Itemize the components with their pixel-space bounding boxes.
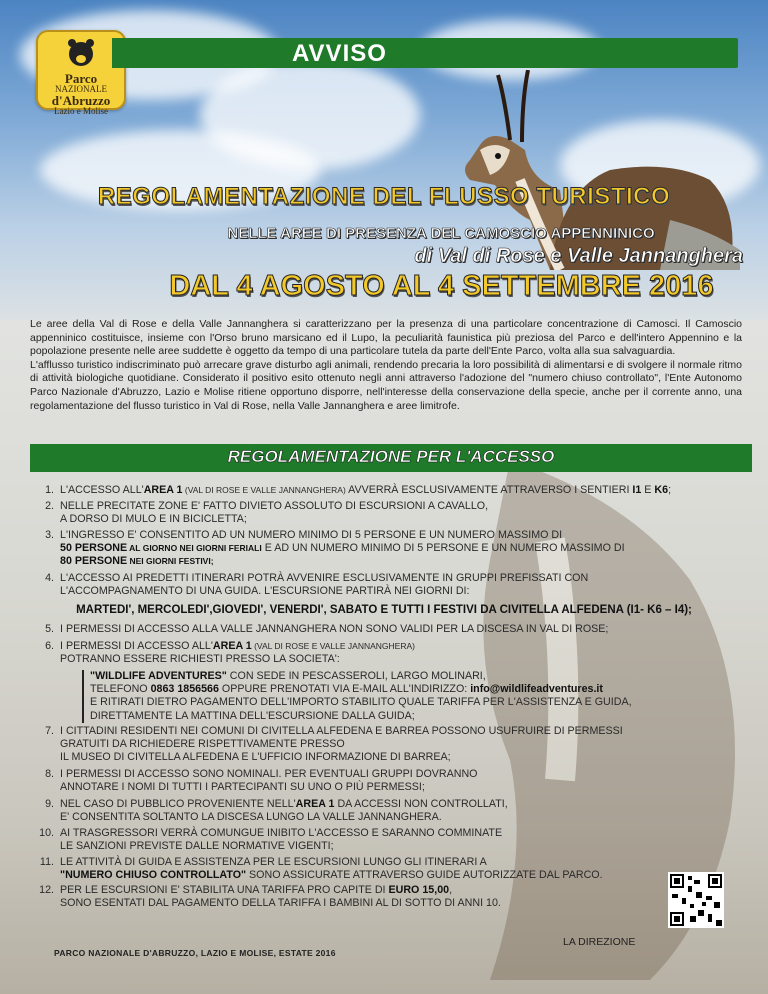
company-name: "WILDLIFE ADVENTURES" — [90, 670, 227, 682]
rule-bold: AL GIORNO NEI GIORNI FERIALI — [127, 543, 262, 554]
qr-code[interactable] — [668, 872, 724, 928]
rule-bold: EURO 15,00 — [388, 884, 450, 896]
rule-text: PER LE ESCURSIONI E' STABILITA UNA TARIFFA PRO CAPITE DI — [60, 884, 389, 896]
rule-number: 11. — [39, 856, 54, 868]
rule-bold: AREA 1 — [295, 798, 335, 810]
rule-9 — [45, 798, 720, 824]
logo-line2: NAZIONALE — [55, 84, 107, 94]
rule-text: CON SEDE IN PESCASSEROLI, LARGO MOLINARI, — [226, 670, 486, 682]
signature: LA DIREZIONE — [563, 936, 636, 948]
rule-11 — [39, 856, 720, 882]
rule-number: 7. — [45, 725, 54, 737]
avviso-banner — [112, 38, 738, 68]
rule-text: TELEFONO — [90, 683, 151, 696]
intro-paragraph-2: L'afflusso turistico indiscriminato può arrecare grave disturbo agli animali, rendendo precaria la loro possibilità di alimentarsi e di svolgere il normale ritmo di attività biologiche quotidiane. Considerato il positivo esito ottenuto negli anni attraverso l'adozione del "numero chiuso controllato", l'Ente Autonomo Parco Nazionale d'Abruzzo, Lazio e Molise ritiene opportuno disporre, nell'interesse della conservazione della specie, anche per il corrente anno, una regolamentazione del flusso turistico in Val di Rose, nella Valle Jannanghera e aree limitrofe. — [30, 358, 742, 412]
rule-text: POTRANNO ESSERE RICHIESTI PRESSO LA SOCIETA': — [60, 653, 340, 666]
rule-number: 2. — [45, 500, 54, 512]
main-title: REGOLAMENTAZIONE DEL FLUSSO TURISTICO — [97, 183, 671, 210]
email-link[interactable]: info@wildlifeadventures.it — [470, 683, 603, 696]
rule-1 — [45, 484, 720, 497]
footer-credit: PARCO NAZIONALE D'ABRUZZO, LAZIO E MOLISE, ESTATE 2016 — [54, 948, 336, 958]
intro-paragraph-1: Le aree della Val di Rose e della Valle Jannanghera si caratterizzano per la presenza di una particolare concentrazione di Camosci. Il Camoscio appenninico costituisce, insieme con l'Orso bruno marsicano ed il Lupo, la peculiarità faunistica più preziosa del Parco e dell'intero Appennino e la popolazione presente nelle aree suddette è oggetto da tempo di una particolare tutela da parte dell'Ente Parco, volta alla sua salvaguardia. — [30, 318, 742, 358]
rule-number: 5. — [45, 623, 54, 635]
rule-text: E — [641, 484, 655, 496]
intro-text — [30, 318, 742, 413]
dates-title: DAL 4 AGOSTO AL 4 SETTEMBRE 2016 — [169, 270, 714, 302]
rule-bold: NEI GIORNI FESTIVI; — [127, 556, 214, 567]
rule-text: DA ACCESSI NON CONTROLLATI, — [334, 798, 508, 810]
rule-number: 3. — [45, 529, 54, 541]
rule-text: GRATUITI DA RICHIEDERE RISPETTIVAMENTE PRESSO — [60, 738, 345, 751]
place-title: di Val di Rose e Valle Jannanghera — [414, 245, 743, 267]
rule-text: ANNOTARE I NOMI DI TUTTI I PARTECIPANTI SU UNO O PIÙ PERMESSI; — [60, 781, 425, 794]
rule-text: E AD UN NUMERO MINIMO DI 5 PERSONE E UN NUMERO MASSIMO DI — [261, 542, 625, 555]
rule-text: A DORSO DI MULO E IN BICICLETTA; — [60, 513, 247, 526]
rule-text: NELLE PRECITATE ZONE E' FATTO DIVIETO ASSOLUTO DI ESCURSIONI A CAVALLO, — [60, 500, 489, 512]
rule-bold: 50 PERSONE — [60, 542, 128, 555]
rule-text: LE ATTIVITÀ DI GUIDA E ASSISTENZA PER LE ESCURSIONI LUNGO GLI ITINERARI A — [60, 856, 487, 868]
rule-7 — [45, 725, 720, 765]
rule-number: 4. — [45, 572, 54, 584]
rule-text: ; — [668, 484, 672, 496]
rule-text: I PERMESSI DI ACCESSO ALLA VALLE JANNANGHERA NON SONO VALIDI PER LA DISCESA IN VAL DI ROSE; — [60, 623, 609, 635]
contact-block — [82, 670, 730, 723]
rule-bold: AREA 1 — [143, 484, 183, 496]
rule-text: DIRETTAMENTE LA MATTINA DELL'ESCURSIONE DALLA GUIDA; — [90, 709, 415, 722]
rule-5 — [45, 623, 720, 636]
logo-line4: Lazio e Molise — [54, 106, 108, 116]
rule-4 — [45, 572, 720, 598]
rule-text: NEL CASO DI PUBBLICO PROVENIENTE NELL' — [60, 798, 296, 810]
rule-text: AI TRASGRESSORI VERRÀ COMUNGUE INIBITO L'ACCESSO E SARANNO COMMINATE — [60, 827, 503, 839]
rule-small: (VAL DI ROSE E VALLE JANNANGHERA) — [182, 485, 349, 495]
rule-text: AVVERRÀ ESCLUSIVAMENTE ATTRAVERSO I SENTIERI — [348, 484, 633, 496]
rule-bold: K6 — [654, 484, 669, 496]
rule-6 — [45, 640, 720, 666]
rule-text: E RITIRATI DIETRO PAGAMENTO DELL'IMPORTO STABILITO QUALE TARIFFA PER L'ASSISTENZA E GUIDA, — [90, 696, 632, 709]
rule-text: IL MUSEO DI CIVITELLA ALFEDENA E L'UFFICIO INFORMAZIONE DI BARREA; — [60, 751, 451, 764]
rule-bold: "NUMERO CHIUSO CONTROLLATO" — [60, 869, 247, 882]
rule-text: OPPURE PRENOTATI VIA E-MAIL ALL'INDIRIZZO: — [218, 683, 471, 696]
rule-number: 1. — [45, 484, 54, 496]
rule-8 — [45, 768, 720, 794]
rule-bold: I1 — [632, 484, 642, 496]
banner-text: AVVISO — [292, 40, 387, 67]
rule-small: (VAL DI ROSE E VALLE JANNANGHERA) — [251, 641, 415, 651]
rule-text: L'ACCESSO AI PREDETTI ITINERARI POTRÀ AVVENIRE ESCLUSIVAMENTE IN GRUPPI PREFISSATI CON — [60, 572, 589, 584]
section-bar — [30, 444, 752, 472]
rule-text: LE SANZIONI PREVISTE DALLE NORMATIVE VIGENTI; — [60, 840, 334, 853]
subtitle: NELLE AREE DI PRESENZA DEL CAMOSCIO APPENNINICO — [227, 225, 655, 242]
rule-number: 8. — [45, 768, 54, 780]
rule-4-days: MARTEDI', MERCOLEDI',GIOVEDI', VENERDI', SABATO E TUTTI I FESTIVI DA CIVITELLA ALFEDENA (I1- K6 – I4); — [76, 604, 692, 616]
logo-line1: Parco — [64, 71, 98, 86]
rule-text: SONO ESENTATI DAL PAGAMENTO DELLA TARIFFA I BAMBINI AL DI SOTTO DI ANNI 10. — [60, 897, 501, 910]
rule-3 — [45, 529, 720, 569]
rule-10 — [39, 827, 720, 853]
rule-number: 12. — [39, 884, 54, 896]
rule-bold: 80 PERSONE — [60, 555, 128, 568]
rule-text: I PERMESSI DI ACCESSO SONO NOMINALI. PER EVENTUALI GRUPPI DOVRANNO — [60, 768, 478, 780]
logo-line3: d'Abruzzo — [51, 93, 111, 108]
phone-number: 0863 1856566 — [150, 683, 219, 696]
rule-text: SONO ASSICURATE ATTRAVERSO GUIDE AUTORIZZATE DAL PARCO. — [246, 869, 603, 882]
rule-text: L'INGRESSO E' CONSENTITO AD UN NUMERO MINIMO DI 5 PERSONE E UN NUMERO MASSIMO DI — [60, 529, 563, 541]
rule-bold: AREA 1 — [212, 640, 252, 652]
rule-text: L'ACCESSO ALL' — [60, 484, 144, 496]
rule-text: L'ACCOMPAGNAMENTO DI UNA GUIDA. L'ESCURSIONE PARTIRÀ NEI GIORNI DI: — [60, 585, 470, 598]
rule-2 — [45, 500, 720, 526]
rule-text: I PERMESSI DI ACCESSO ALL' — [60, 640, 213, 652]
rule-number: 10. — [39, 827, 54, 839]
rule-number: 6. — [45, 640, 54, 652]
rule-number: 9. — [45, 798, 54, 810]
rule-12 — [39, 884, 650, 910]
section-title: REGOLAMENTAZIONE PER L'ACCESSO — [227, 447, 555, 466]
rule-text: E' CONSENTITA SOLTANTO LA DISCESA LUNGO LA VALLE JANNANGHERA. — [60, 811, 442, 824]
rule-text: , — [449, 884, 453, 896]
rule-text: I CITTADINI RESIDENTI NEI COMUNI DI CIVITELLA ALFEDENA E BARREA POSSONO USUFRUIRE DI PERMESSI — [60, 725, 623, 737]
